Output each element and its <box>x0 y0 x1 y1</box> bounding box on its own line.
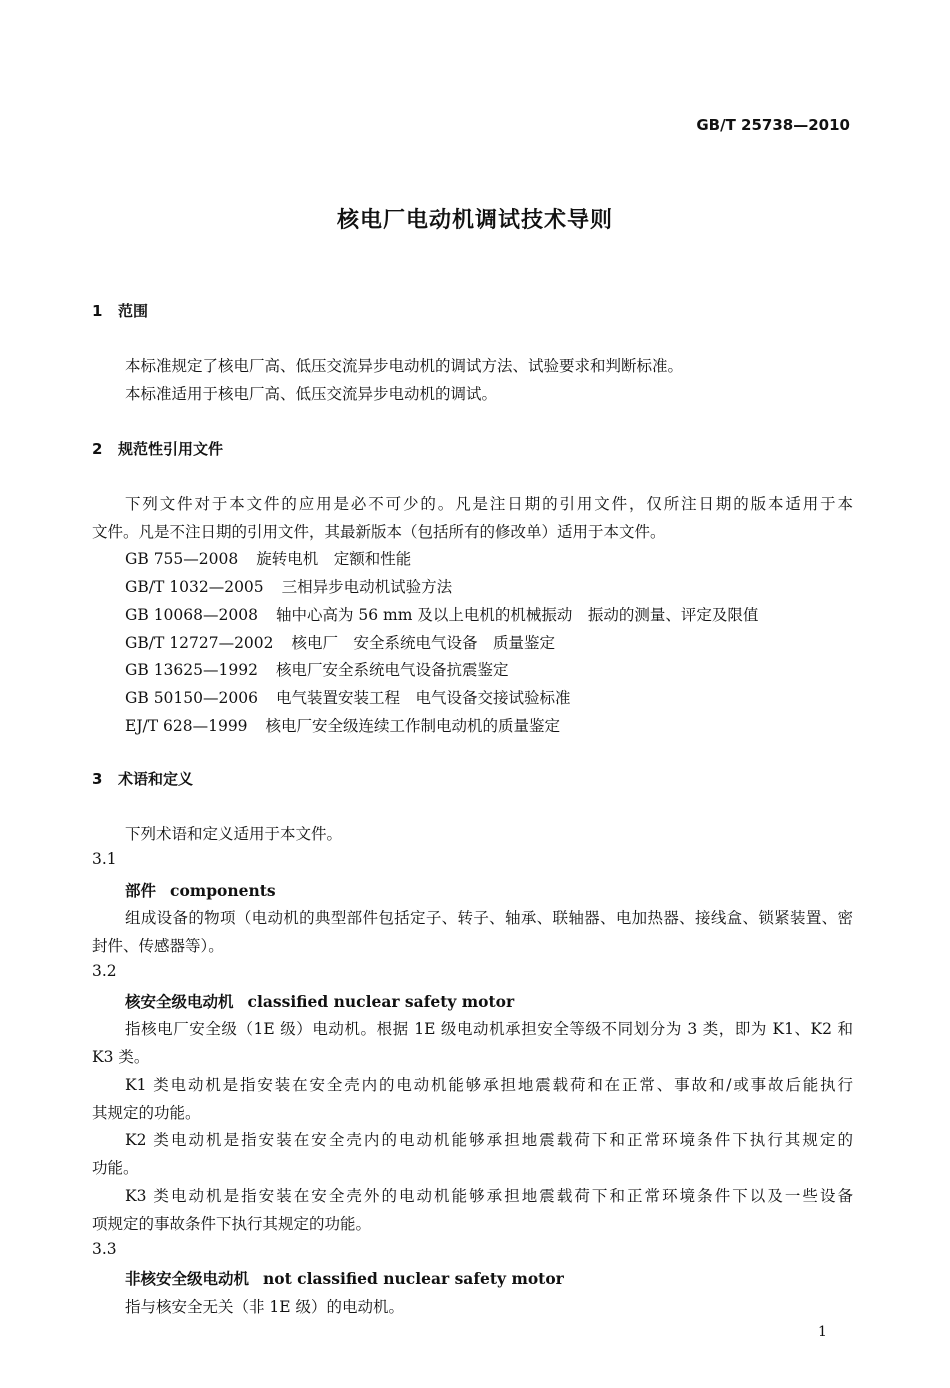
paragraph: 本标准适用于核电厂高、低压交流异步电动机的调试。 <box>125 385 498 403</box>
reference-code: GB 755—2008 <box>125 550 239 568</box>
section-number: 2 <box>92 440 103 458</box>
paragraph-line: 文件。凡是不注日期的引用文件，其最新版本（包括所有的修改单）适用于本文件。 <box>92 523 666 541</box>
term-zh: 部件 <box>125 881 157 900</box>
paragraph: 下列术语和定义适用于本文件。 <box>125 825 343 843</box>
reference-item <box>125 658 508 680</box>
definition-line: K3 类电动机是指安装在安全壳外的电动机能够承担地震载荷下和正常环境条件下以及一些设备 <box>125 1187 853 1205</box>
term-en: not classified nuclear safety motor <box>263 1269 564 1288</box>
reference-title: 核电厂 安全系统电气设备 质量鉴定 <box>291 634 556 652</box>
definition-line: 指核电厂安全级（1E 级）电动机。根据 1E 级电动机承担安全等级不同划分为 3 类，即为 K1、K2 和 <box>125 1020 853 1038</box>
section-1-heading <box>92 300 148 321</box>
section-2-heading <box>92 438 223 459</box>
clause-number: 3.1 <box>92 850 117 868</box>
definition-line: K1 类电动机是指安装在安全壳内的电动机能够承担地震载荷和在正常、事故和/或事故后能执行 <box>125 1076 853 1094</box>
reference-title: 电气装置安装工程 电气设备交接试验标准 <box>275 689 571 707</box>
definition-line: 其规定的功能。 <box>92 1104 201 1122</box>
term-zh: 核安全级电动机 <box>125 992 234 1011</box>
section-title: 范围 <box>118 302 149 320</box>
document-title: 核电厂电动机调试技术导则 <box>336 208 613 233</box>
section-title: 术语和定义 <box>118 770 194 788</box>
definition-line: 功能。 <box>92 1159 139 1177</box>
reference-code: GB 10068—2008 <box>125 606 258 624</box>
definition-line: K2 类电动机是指安装在安全壳内的电动机能够承担地震载荷下和正常环境条件下执行其规定的 <box>125 1131 853 1149</box>
clause-number: 3.3 <box>92 1240 117 1258</box>
reference-item <box>125 686 570 708</box>
reference-item <box>125 631 555 653</box>
reference-title: 轴中心高为 56 mm 及以上电机的机械振动 振动的测量、评定及限值 <box>275 606 759 624</box>
reference-code: GB/T 1032—2005 <box>125 578 264 596</box>
reference-title: 核电厂安全级连续工作制电动机的质量鉴定 <box>265 717 561 735</box>
term-heading <box>125 879 276 901</box>
definition-line: 项规定的事故条件下执行其规定的功能。 <box>92 1215 372 1233</box>
clause-number: 3.2 <box>92 962 117 980</box>
paragraph: 本标准规定了核电厂高、低压交流异步电动机的调试方法、试验要求和判断标准。 <box>125 357 684 375</box>
definition-line: 封件、传感器等）。 <box>92 937 224 955</box>
page-number: 1 <box>818 1324 827 1340</box>
standard-number: GB/T 25738—2010 <box>696 116 850 134</box>
reference-title: 核电厂安全系统电气设备抗震鉴定 <box>275 661 509 679</box>
section-number: 3 <box>92 770 103 788</box>
reference-code: GB 50150—2006 <box>125 689 258 707</box>
term-heading <box>125 990 514 1012</box>
reference-title: 三相异步电动机试验方法 <box>281 578 453 596</box>
reference-code: GB 13625—1992 <box>125 661 258 679</box>
definition-line: K3 类。 <box>92 1048 150 1066</box>
definition-line: 指与核安全无关（非 1E 级）的电动机。 <box>125 1298 405 1316</box>
reference-item <box>125 603 758 625</box>
reference-item <box>125 714 560 736</box>
reference-code: GB/T 12727—2002 <box>125 634 274 652</box>
reference-code: EJ/T 628—1999 <box>125 717 248 735</box>
paragraph-line: 下列文件对于本文件的应用是必不可少的。凡是注日期的引用文件，仅所注日期的版本适用于本 <box>125 495 853 513</box>
reference-item <box>125 547 411 569</box>
section-number: 1 <box>92 302 103 320</box>
term-en: components <box>170 881 276 900</box>
section-3-heading <box>92 768 193 789</box>
term-zh: 非核安全级电动机 <box>125 1269 250 1288</box>
reference-title: 旋转电机 定额和性能 <box>256 550 412 568</box>
definition-line: 组成设备的物项（电动机的典型部件包括定子、转子、轴承、联轴器、电加热器、接线盒、锁紧装置、密 <box>125 909 853 927</box>
reference-item <box>125 575 452 597</box>
section-title: 规范性引用文件 <box>118 440 224 458</box>
term-heading <box>125 1267 564 1289</box>
term-en: classified nuclear safety motor <box>247 992 515 1011</box>
